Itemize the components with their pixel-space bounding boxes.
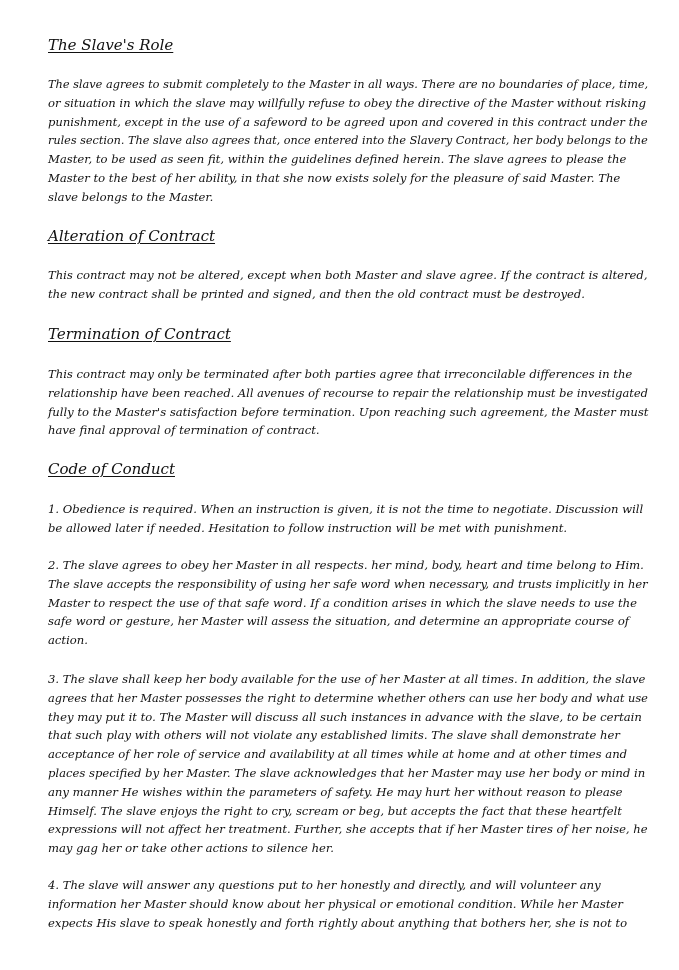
text-line: have final approval of termination of contract. <box>48 423 320 438</box>
text-line: The slave accepts the responsibility of using her safe word when necessary, and trusts implicitly in her <box>48 576 648 591</box>
text-line: expects His slave to speak honestly and forth rightly about anything that bothers her, she is not to <box>48 915 628 930</box>
text-line: This contract may not be altered, except when both Master and slave agree. If the contract is altered, <box>48 268 648 282</box>
text-line: safe word or gesture, her Master will assess the situation, and determine an appropriate course of <box>48 614 630 629</box>
text-line: Himself. The slave enjoys the right to cry, scream or beg, but accepts the fact that these heartfelt <box>48 803 622 818</box>
section-title-alteration: Alteration of Contract <box>48 227 216 245</box>
text-line: agrees that her Master possesses the right to determine whether others can use her body and what use <box>48 690 648 705</box>
text-line: information her Master should know about her physical or emotional condition. While her Master <box>48 896 623 911</box>
text-line: they may put it to. The Master will discuss all such instances in advance with the slave, to be certain <box>48 709 642 724</box>
section-title-termination: Termination of Contract <box>48 325 231 343</box>
text-line: 2. The slave agrees to obey her Master in all respects. her mind, body, heart and time belong to Him. <box>48 558 644 572</box>
conduct-item-3 <box>48 670 648 858</box>
text-line: Master to respect the use of that safe word. If a condition arises in which the slave needs to use the <box>48 595 637 610</box>
alteration-paragraph <box>48 266 648 304</box>
text-line: be allowed later if needed. Hesitation to follow instruction will be met with punishment. <box>48 520 568 535</box>
text-line: This contract may only be terminated after both parties agree that irreconcilable differences in the <box>48 367 633 381</box>
section-title-code-of-conduct: Code of Conduct <box>48 460 175 478</box>
text-line: fully to the Master's satisfaction before termination. Upon reaching such agreement, the Master must <box>48 404 649 419</box>
text-line: 4. The slave will answer any questions put to her honestly and directly, and will volunteer any <box>48 878 601 892</box>
text-line: acceptance of her role of service and availability at all times while at home and at other times and <box>48 747 628 762</box>
slaves-role-paragraph <box>48 75 648 207</box>
text-line: that such play with others will not violate any established limits. The slave shall demonstrate her <box>48 728 620 743</box>
text-line: 1. Obedience is required. When an instruction is given, it is not the time to negotiate. Discussion will <box>48 502 644 516</box>
text-line: or situation in which the slave may willfully refuse to obey the directive of the Master without risking <box>48 95 647 110</box>
section-title-slaves-role: The Slave's Role <box>48 36 174 54</box>
text-line: the new contract shall be printed and signed, and then the old contract must be destroyed. <box>48 286 585 301</box>
text-line: may gag her or take other actions to silence her. <box>48 841 334 856</box>
text-line: expressions will not affect her treatment. Further, she accepts that if her Master tires of her noise, he <box>48 822 648 837</box>
conduct-item-2 <box>48 556 648 650</box>
text-line: 3. The slave shall keep her body available for the use of her Master at all times. In addition, the slave <box>48 672 646 686</box>
text-line: places specified by her Master. The slave acknowledges that her Master may use her body or mind in <box>48 765 646 780</box>
text-line: slave belongs to the Master. <box>48 189 214 204</box>
text-line: relationship have been reached. All avenues of recourse to repair the relationship must be investigated <box>48 385 648 400</box>
text-line: rules section. The slave also agrees that, once entered into the Slavery Contract, her body belongs to the <box>48 133 648 148</box>
text-line: action. <box>48 633 88 648</box>
text-line: Master, to be used as seen fit, within the guidelines defined herein. The slave agrees to please the <box>48 152 627 167</box>
conduct-item-1 <box>48 500 648 538</box>
text-line: The slave agrees to submit completely to the Master in all ways. There are no boundaries of place, time, <box>48 77 649 91</box>
text-line: Master to the best of her ability, in that she now exists solely for the pleasure of said Master. The <box>48 170 621 185</box>
text-line: any manner He wishes within the parameters of safety. He may hurt her without reason to please <box>48 784 623 799</box>
termination-paragraph <box>48 365 648 440</box>
text-line: punishment, except in the use of a safeword to be agreed upon and covered in this contract under the <box>48 114 648 129</box>
conduct-item-4 <box>48 876 648 932</box>
